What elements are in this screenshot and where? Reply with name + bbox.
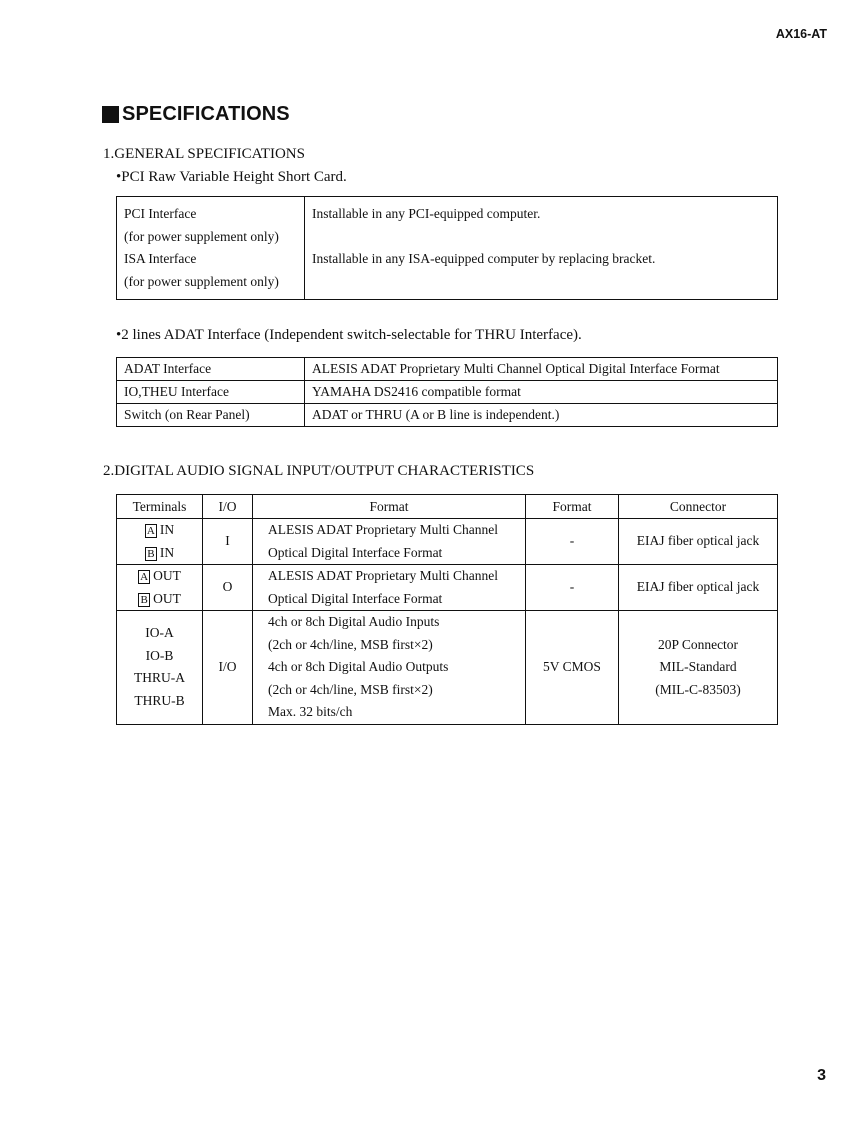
terminals-cell bbox=[117, 611, 203, 725]
level-cell: - bbox=[526, 519, 619, 565]
section-1-title: 1.GENERAL SPECIFICATIONS bbox=[103, 146, 305, 162]
connector-cell bbox=[619, 611, 778, 725]
connector-line: EIAJ fiber optical jack bbox=[636, 579, 760, 595]
io-characteristics-table bbox=[116, 494, 778, 725]
format-line: 4ch or 8ch Digital Audio Outputs bbox=[268, 659, 449, 674]
column-header: Connector bbox=[619, 495, 778, 519]
spec-label: PCI Interface bbox=[124, 206, 197, 221]
spec-label-note: (for power supplement only) bbox=[124, 228, 279, 244]
terminals-cell bbox=[117, 519, 203, 565]
table-row bbox=[117, 197, 778, 300]
format-line: Max. 32 bits/ch bbox=[268, 704, 353, 719]
boxed-letter: B bbox=[138, 593, 150, 607]
spec-value: Installable in any PCI-equipped computer. bbox=[312, 206, 541, 221]
boxed-letter: A bbox=[138, 570, 150, 584]
general-spec-table bbox=[116, 196, 778, 300]
format-line: ALESIS ADAT Proprietary Multi Channel bbox=[268, 568, 498, 583]
format-line: Optical Digital Interface Format bbox=[268, 590, 443, 606]
column-header: Terminals bbox=[117, 495, 203, 519]
format-cell bbox=[253, 611, 526, 725]
connector-line: 20P Connector bbox=[657, 636, 739, 652]
spec-label-note: (for power supplement only) bbox=[124, 273, 279, 289]
spec-label: ISA Interface bbox=[124, 251, 197, 266]
column-header: Format bbox=[526, 495, 619, 519]
format-line: (2ch or 4ch/line, MSB first×2) bbox=[268, 636, 433, 652]
table-row bbox=[117, 381, 778, 404]
terminal-label: OUT bbox=[153, 590, 181, 606]
terminal-label: OUT bbox=[153, 568, 181, 583]
spec-label: Switch (on Rear Panel) bbox=[117, 404, 305, 427]
format-line: Optical Digital Interface Format bbox=[268, 544, 443, 560]
level-cell: - bbox=[526, 565, 619, 611]
connector-cell bbox=[619, 519, 778, 565]
format-cell bbox=[253, 565, 526, 611]
spec-value: Installable in any ISA-equipped computer by replacing bracket. bbox=[312, 251, 656, 266]
column-header: Format bbox=[253, 495, 526, 519]
terminals-cell bbox=[117, 565, 203, 611]
boxed-letter: A bbox=[145, 524, 157, 538]
io-cell: O bbox=[203, 565, 253, 611]
adat-interface-table bbox=[116, 357, 778, 427]
terminal bbox=[124, 588, 195, 611]
terminal-label: IO-A bbox=[145, 625, 174, 641]
table-row bbox=[117, 611, 778, 725]
spec-value: ALESIS ADAT Proprietary Multi Channel Optical Digital Interface Format bbox=[305, 358, 778, 381]
terminal-label: THRU-A bbox=[134, 670, 185, 686]
square-bullet-icon bbox=[102, 106, 119, 123]
connector-line: (MIL-C-83503) bbox=[655, 681, 741, 697]
connector-cell bbox=[619, 565, 778, 611]
page-number: 3 bbox=[817, 1067, 826, 1084]
section-1-bullet: •PCI Raw Variable Height Short Card. bbox=[116, 169, 347, 185]
terminal-label: IN bbox=[159, 522, 175, 537]
terminal-label: THRU-B bbox=[134, 692, 185, 708]
spec-label: ADAT Interface bbox=[117, 358, 305, 381]
level-cell: 5V CMOS bbox=[526, 611, 619, 725]
section-1-bullet-2: •2 lines ADAT Interface (Independent switch-selectable for THRU Interface). bbox=[116, 327, 582, 343]
spec-value: ADAT or THRU (A or B line is independent.) bbox=[305, 404, 778, 427]
page-title bbox=[102, 103, 290, 126]
format-line: (2ch or 4ch/line, MSB first×2) bbox=[268, 681, 433, 697]
terminal bbox=[124, 542, 195, 565]
section-2-title: 2.DIGITAL AUDIO SIGNAL INPUT/OUTPUT CHARACTERISTICS bbox=[103, 463, 535, 479]
connector-line: MIL-Standard bbox=[659, 659, 737, 674]
terminal-label: IO-B bbox=[145, 647, 174, 663]
terminal-label: IN bbox=[159, 544, 175, 560]
io-cell: I bbox=[203, 519, 253, 565]
table-row bbox=[117, 404, 778, 427]
spec-label-cell bbox=[117, 197, 305, 300]
table-header-row bbox=[117, 495, 778, 519]
spec-value: YAMAHA DS2416 compatible format bbox=[305, 381, 778, 404]
page-title-text: SPECIFICATIONS bbox=[122, 103, 290, 125]
model-number: AX16-AT bbox=[775, 27, 827, 41]
terminal bbox=[124, 519, 195, 542]
table-row bbox=[117, 519, 778, 565]
connector-line: EIAJ fiber optical jack bbox=[636, 533, 760, 549]
spec-label: IO,THEU Interface bbox=[117, 381, 305, 404]
spec-value-cell bbox=[305, 197, 778, 300]
terminal bbox=[124, 565, 195, 588]
table-row bbox=[117, 565, 778, 611]
table-row bbox=[117, 358, 778, 381]
io-cell: I/O bbox=[203, 611, 253, 725]
format-cell bbox=[253, 519, 526, 565]
column-header: I/O bbox=[203, 495, 253, 519]
format-line: 4ch or 8ch Digital Audio Inputs bbox=[268, 614, 440, 629]
format-line: ALESIS ADAT Proprietary Multi Channel bbox=[268, 522, 498, 537]
boxed-letter: B bbox=[145, 547, 157, 561]
